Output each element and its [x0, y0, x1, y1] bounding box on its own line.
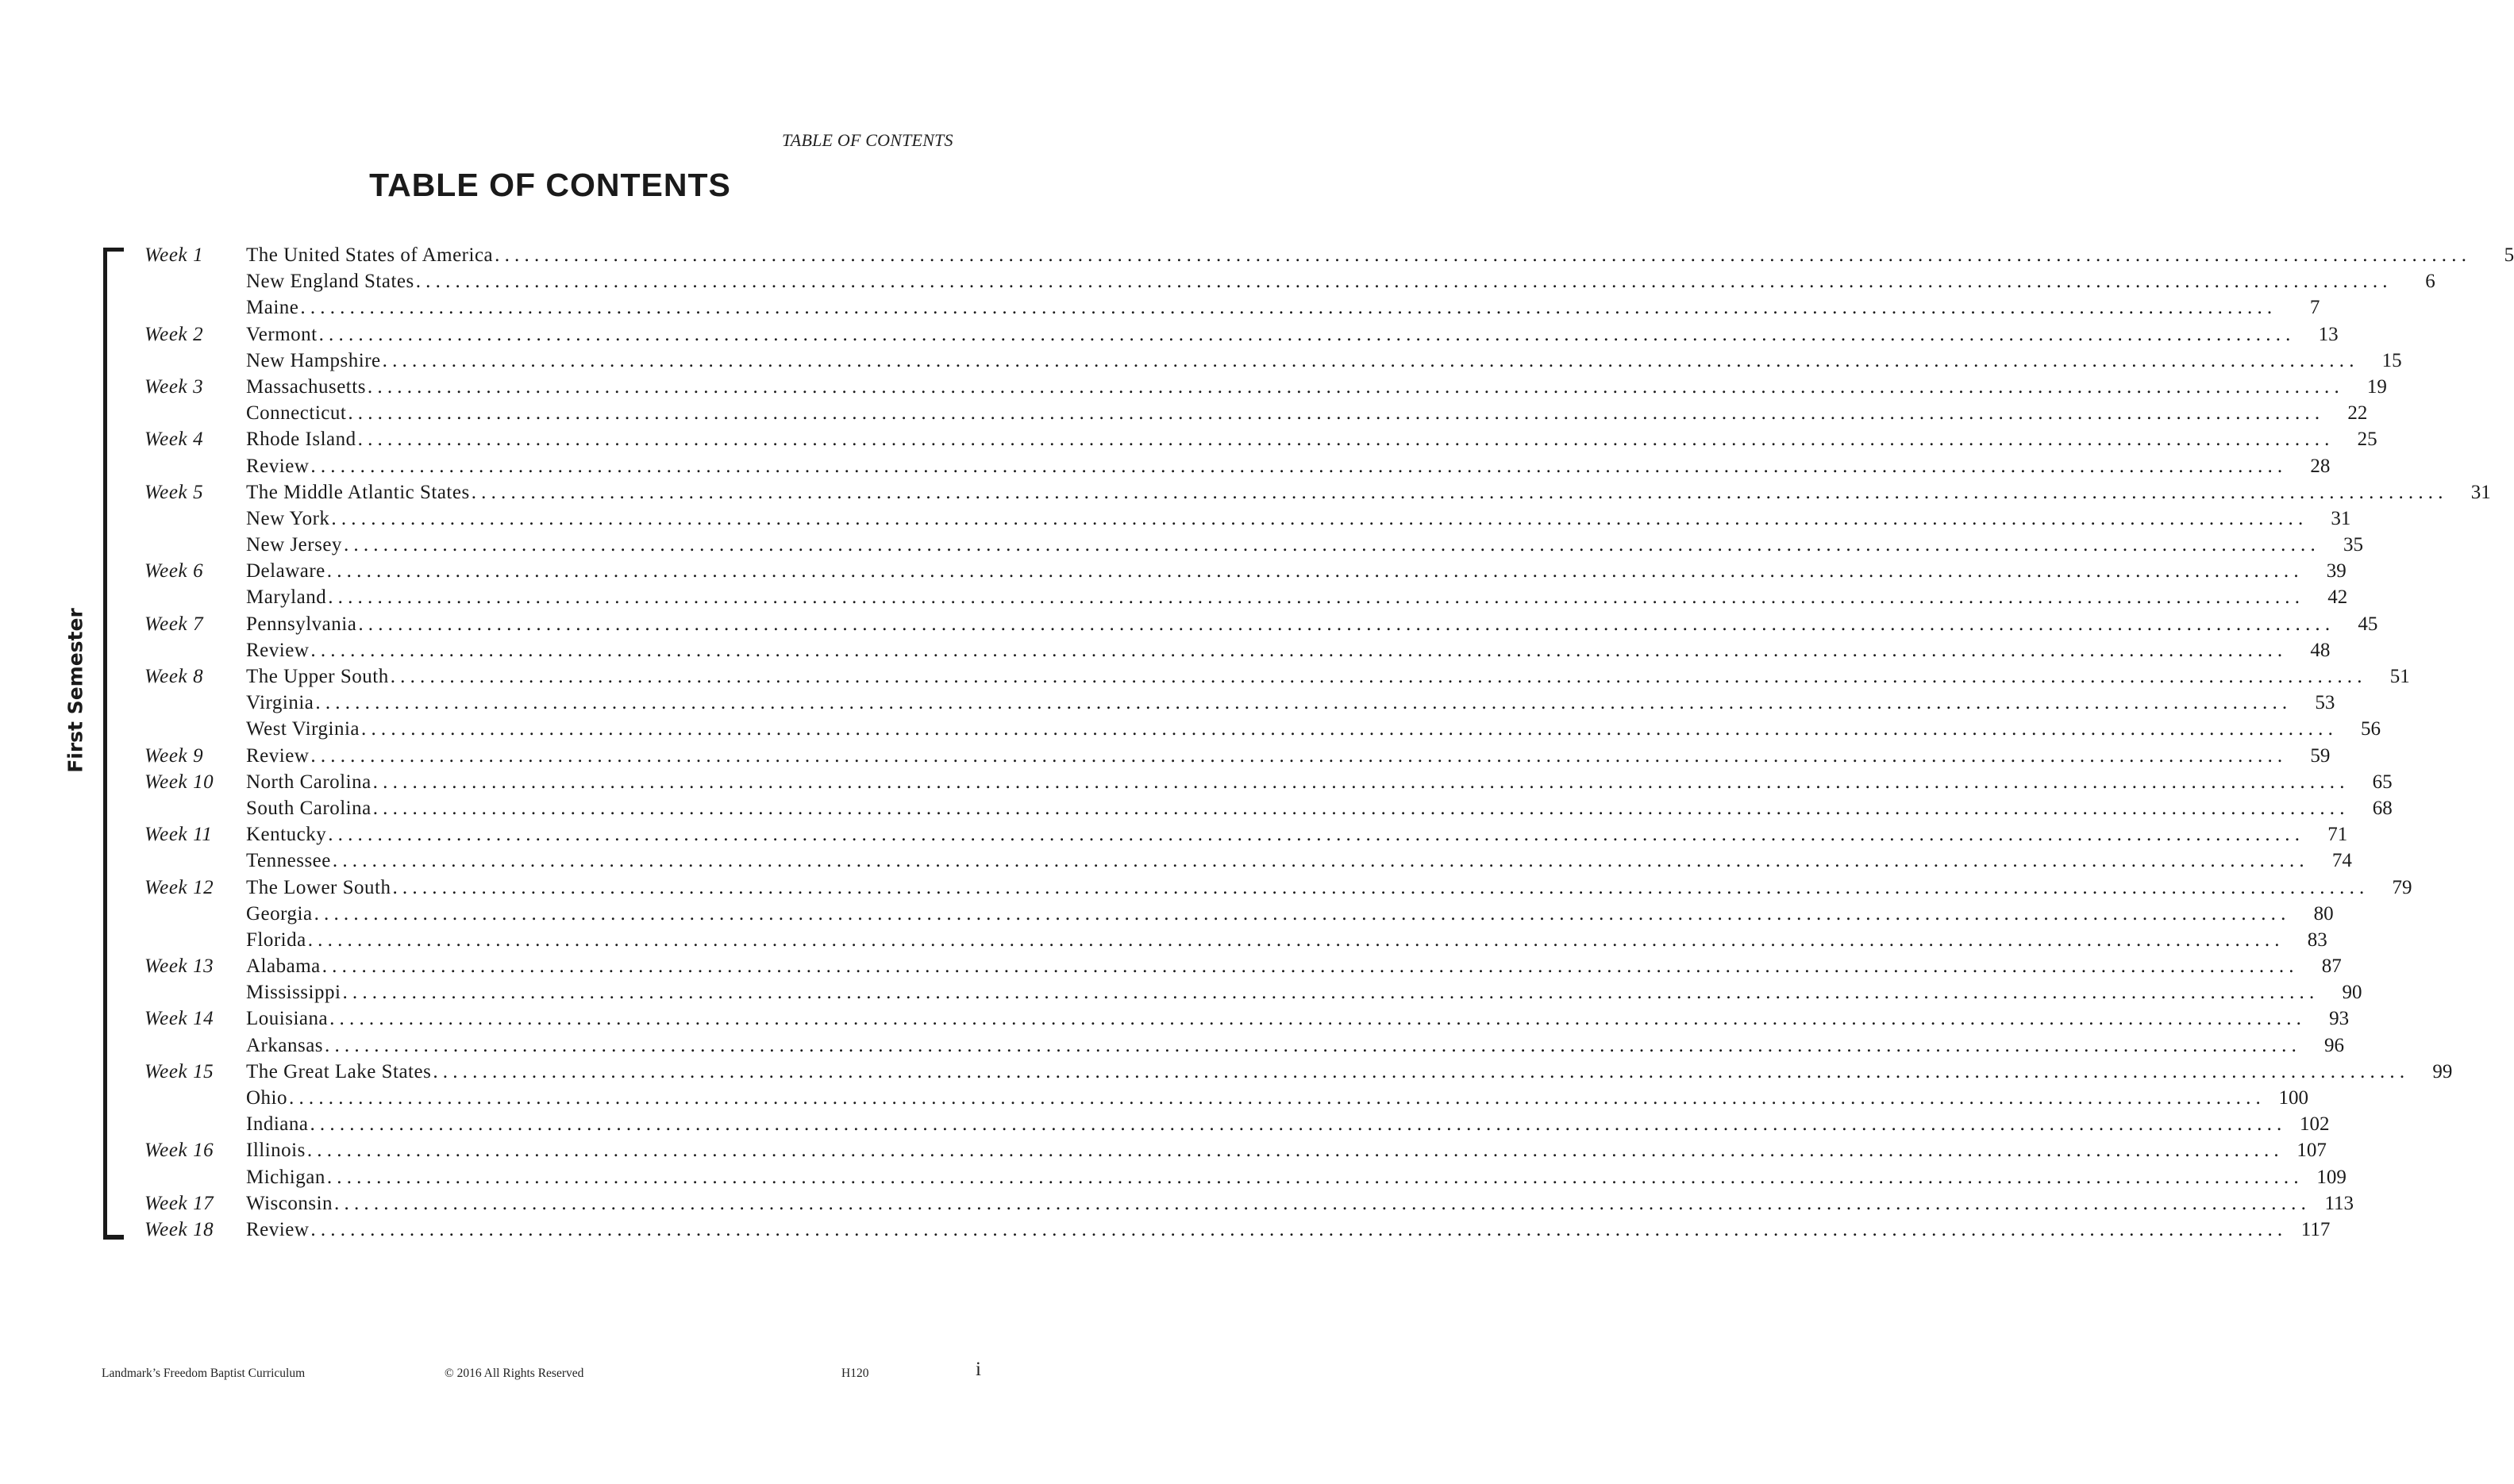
toc-page-number[interactable]: 90: [2342, 982, 2362, 1004]
dot-leader: ........................................................................................................................................................................................................: [342, 982, 2320, 1004]
toc-entry[interactable]: [144, 690, 2335, 716]
toc-page-number[interactable]: 25: [2357, 429, 2377, 451]
toc-entry-title[interactable]: South Carolina: [246, 797, 372, 819]
toc-entry-title[interactable]: New Jersey: [246, 534, 342, 556]
toc-entry-title[interactable]: Review: [246, 1218, 310, 1240]
toc-entry-title[interactable]: Mississippi: [246, 982, 341, 1004]
toc-entry[interactable]: [144, 1217, 2331, 1243]
toc-entry-title[interactable]: Wisconsin: [246, 1192, 333, 1214]
toc-entry[interactable]: [144, 1005, 2350, 1032]
toc-page-number[interactable]: 28: [2310, 455, 2331, 477]
toc-page-number[interactable]: 80: [2313, 902, 2334, 925]
toc-entry[interactable]: [144, 637, 2331, 663]
toc-entry[interactable]: [144, 953, 2342, 979]
footer-copyright: © 2016 All Rights Reserved: [445, 1367, 584, 1380]
toc-entry-title[interactable]: Alabama: [246, 955, 321, 978]
toc-page-number[interactable]: 19: [2366, 375, 2387, 398]
running-header: TABLE OF CONTENTS: [782, 130, 953, 150]
toc-entry[interactable]: [144, 611, 2378, 637]
dot-leader: ........................................................................................................................................................................................................: [495, 244, 2472, 266]
toc-entry-title[interactable]: Vermont: [246, 323, 318, 345]
toc-entry[interactable]: [144, 1085, 2308, 1111]
dot-leader: ........................................................................................................................................................................................................: [328, 824, 2305, 846]
toc-entry[interactable]: [144, 769, 2393, 795]
toc-entry-title[interactable]: Arkansas: [246, 1034, 324, 1056]
toc-page-number[interactable]: 99: [2432, 1060, 2453, 1082]
toc-page-number[interactable]: 51: [2389, 666, 2410, 687]
toc-week-label: Week 14: [144, 1008, 214, 1030]
toc-entry[interactable]: [144, 479, 2491, 506]
toc-entry-title[interactable]: Pennsylvania: [246, 613, 357, 635]
page-title: TABLE OF CONTENTS: [369, 167, 731, 203]
toc-entry-title[interactable]: The Lower South: [246, 876, 391, 898]
dot-leader: ........................................................................................................................................................................................................: [382, 349, 2359, 371]
dot-leader: ........................................................................................................................................................................................................: [315, 692, 2293, 714]
toc-week-label: Week 7: [144, 613, 204, 635]
dot-leader: ........................................................................................................................................................................................................: [357, 429, 2335, 451]
toc-page-number[interactable]: 65: [2372, 771, 2393, 793]
dot-leader: ........................................................................................................................................................................................................: [358, 613, 2335, 635]
footer-course-code: H120: [841, 1367, 869, 1380]
dot-leader: ........................................................................................................................................................................................................: [321, 955, 2299, 978]
toc-entry[interactable]: [144, 453, 2331, 479]
toc-entry-title[interactable]: Louisiana: [246, 1008, 329, 1030]
toc-week-label: Week 13: [144, 955, 214, 978]
toc-entry-title[interactable]: Delaware: [246, 560, 325, 582]
toc-page-number[interactable]: 39: [2326, 560, 2347, 582]
toc-week-label: Week 10: [144, 771, 214, 793]
toc-page-number[interactable]: 117: [2300, 1218, 2331, 1240]
toc-page-number[interactable]: 71: [2327, 824, 2348, 846]
dot-leader: ........................................................................................................................................................................................................: [328, 586, 2305, 609]
semester-bracket: [103, 248, 124, 1240]
toc-week-label: Week 6: [144, 560, 204, 582]
toc-entry[interactable]: [144, 743, 2331, 769]
toc-entry[interactable]: [144, 1137, 2327, 1163]
toc-page-number[interactable]: 87: [2321, 955, 2342, 978]
toc-page-number[interactable]: 74: [2331, 850, 2352, 872]
toc-entry-title[interactable]: Indiana: [246, 1113, 309, 1136]
toc-entry[interactable]: [144, 875, 2412, 901]
toc-page-number[interactable]: 6: [2425, 271, 2435, 293]
toc-week-label: Week 15: [144, 1060, 214, 1082]
toc-entry[interactable]: [144, 242, 2514, 268]
toc-page-number[interactable]: 42: [2327, 586, 2348, 609]
dot-leader: ........................................................................................................................................................................................................: [310, 744, 2288, 767]
toc-entry-title[interactable]: North Carolina: [246, 771, 372, 793]
toc-entry-title[interactable]: Review: [246, 455, 310, 477]
toc-entry-title[interactable]: The Great Lake States: [246, 1060, 432, 1082]
dot-leader: ........................................................................................................................................................................................................: [332, 850, 2309, 872]
toc-entry-title[interactable]: Review: [246, 744, 310, 767]
toc-week-label: Week 4: [144, 429, 204, 451]
toc-entry-title[interactable]: New York: [246, 507, 330, 529]
toc-entry-title[interactable]: Michigan: [246, 1166, 325, 1188]
footer-page-number: i: [976, 1359, 981, 1380]
dot-leader: ........................................................................................................................................................................................................: [392, 876, 2370, 898]
toc-entry[interactable]: [144, 348, 2402, 374]
dot-leader: ........................................................................................................................................................................................................: [334, 1192, 2312, 1214]
toc-page-number[interactable]: 96: [2324, 1034, 2345, 1056]
footer-publisher: Landmark’s Freedom Baptist Curriculum: [102, 1367, 306, 1380]
toc-entry[interactable]: [144, 795, 2393, 821]
dot-leader: ........................................................................................................................................................................................................: [325, 1034, 2302, 1056]
toc-entry-title[interactable]: Georgia: [246, 902, 313, 925]
toc-page-number[interactable]: 45: [2358, 613, 2378, 635]
toc-entry-title[interactable]: Massachusetts: [246, 375, 366, 398]
toc-page-number[interactable]: 53: [2315, 692, 2335, 714]
toc-page-number[interactable]: 113: [2324, 1192, 2354, 1214]
toc-entry-title[interactable]: Illinois: [246, 1140, 306, 1162]
dot-leader: ........................................................................................................................................................................................................: [310, 1113, 2287, 1136]
toc-entry[interactable]: [144, 268, 2435, 294]
dot-leader: ........................................................................................................................................................................................................: [318, 323, 2296, 345]
toc-list: [144, 242, 2514, 1243]
dot-leader: ........................................................................................................................................................................................................: [415, 271, 2393, 293]
toc-entry-title[interactable]: Maryland: [246, 586, 327, 609]
toc-entry[interactable]: [144, 979, 2362, 1005]
toc-entry-title[interactable]: Maine: [246, 297, 299, 319]
toc-entry[interactable]: [144, 584, 2348, 610]
toc-entry[interactable]: [144, 663, 2410, 690]
toc-entry-title[interactable]: Kentucky: [246, 824, 327, 846]
toc-page-number[interactable]: 79: [2392, 876, 2412, 898]
toc-week-label: Week 18: [144, 1218, 214, 1240]
toc-entry[interactable]: [144, 558, 2347, 584]
toc-entry-title[interactable]: The Upper South: [246, 666, 389, 687]
dot-leader: ........................................................................................................................................................................................................: [361, 718, 2339, 740]
toc-week-label: Week 3: [144, 375, 204, 398]
dot-leader: ........................................................................................................................................................................................................: [310, 1218, 2288, 1240]
toc-page-number[interactable]: 31: [2331, 507, 2351, 529]
toc-page-number[interactable]: 59: [2310, 744, 2331, 767]
toc-entry[interactable]: [144, 716, 2381, 742]
toc-entry[interactable]: [144, 294, 2320, 321]
toc-page-number[interactable]: 83: [2307, 928, 2327, 951]
toc-entry[interactable]: [144, 532, 2363, 558]
toc-week-label: Week 9: [144, 744, 204, 767]
dot-leader: ........................................................................................................................................................................................................: [343, 534, 2320, 556]
dot-leader: ........................................................................................................................................................................................................: [306, 1140, 2284, 1162]
toc-entry-title[interactable]: Connecticut: [246, 402, 347, 425]
toc-week-label: Week 1: [144, 244, 204, 266]
toc-entry[interactable]: [144, 400, 2368, 426]
dot-leader: ........................................................................................................................................................................................................: [300, 297, 2277, 319]
toc-week-label: Week 11: [144, 824, 213, 846]
toc-entry-title[interactable]: Virginia: [246, 692, 314, 714]
toc-entry-title[interactable]: Rhode Island: [246, 429, 356, 451]
toc-page-number[interactable]: 102: [2299, 1113, 2330, 1136]
dot-leader: ........................................................................................................................................................................................................: [307, 928, 2285, 951]
toc-entry[interactable]: [144, 1032, 2345, 1059]
toc-page-number[interactable]: 56: [2361, 718, 2381, 740]
dot-leader: ........................................................................................................................................................................................................: [329, 1008, 2307, 1030]
dot-leader: ........................................................................................................................................................................................................: [310, 455, 2288, 477]
toc-entry-title[interactable]: New Hampshire: [246, 349, 381, 371]
toc-page-number[interactable]: 107: [2296, 1140, 2327, 1162]
toc-entry-title[interactable]: The Middle Atlantic States: [246, 481, 470, 503]
dot-leader: ........................................................................................................................................................................................................: [348, 402, 2325, 425]
toc-entry[interactable]: [144, 1111, 2330, 1137]
dot-leader: ........................................................................................................................................................................................................: [310, 639, 2288, 661]
toc-entry[interactable]: [144, 374, 2387, 400]
toc-entry[interactable]: [144, 426, 2377, 452]
toc-page-number[interactable]: 48: [2310, 639, 2331, 661]
toc-page-number[interactable]: 35: [2343, 534, 2363, 556]
toc-entry-title[interactable]: Florida: [246, 928, 306, 951]
toc-page-number[interactable]: 7: [2309, 297, 2320, 319]
toc-page-number[interactable]: 68: [2372, 797, 2393, 819]
toc-entry-title[interactable]: West Virginia: [246, 718, 360, 740]
toc-page-number[interactable]: 15: [2381, 349, 2402, 371]
semester-label: First Semester: [64, 608, 87, 773]
toc-page-number[interactable]: 13: [2318, 323, 2339, 345]
toc-entry[interactable]: [144, 1190, 2354, 1217]
toc-page-number[interactable]: 93: [2329, 1008, 2350, 1030]
toc-entry[interactable]: [144, 1059, 2453, 1085]
toc-entry[interactable]: [144, 901, 2334, 927]
toc-entry[interactable]: [144, 927, 2327, 953]
toc-entry-title[interactable]: The United States of America: [246, 244, 494, 266]
toc-entry[interactable]: [144, 506, 2351, 532]
toc-entry-title[interactable]: Ohio: [246, 1087, 287, 1109]
dot-leader: ........................................................................................................................................................................................................: [331, 507, 2308, 529]
toc-entry[interactable]: [144, 848, 2352, 874]
toc-week-label: Week 16: [144, 1140, 214, 1162]
toc-page-number[interactable]: 100: [2278, 1087, 2308, 1109]
dot-leader: ........................................................................................................................................................................................................: [372, 797, 2350, 819]
toc-page-number[interactable]: 22: [2347, 402, 2368, 425]
dot-leader: ........................................................................................................................................................................................................: [326, 1166, 2304, 1188]
dot-leader: ........................................................................................................................................................................................................: [314, 902, 2291, 925]
toc-page-number[interactable]: 109: [2316, 1166, 2347, 1188]
dot-leader: ........................................................................................................................................................................................................: [326, 560, 2304, 582]
toc-entry-title[interactable]: Tennessee: [246, 850, 331, 872]
toc-week-label: Week 8: [144, 666, 204, 687]
toc-week-label: Week 5: [144, 481, 204, 503]
toc-entry[interactable]: [144, 1164, 2347, 1190]
dot-leader: ........................................................................................................................................................................................................: [433, 1060, 2410, 1082]
toc-entry-title[interactable]: Review: [246, 639, 310, 661]
toc-week-label: Week 12: [144, 876, 214, 898]
toc-page-number[interactable]: 31: [2470, 481, 2491, 503]
dot-leader: ........................................................................................................................................................................................................: [390, 666, 2367, 687]
toc-page-number[interactable]: 5: [2504, 244, 2514, 266]
dot-leader: ........................................................................................................................................................................................................: [367, 375, 2344, 398]
toc-entry-title[interactable]: New England States: [246, 271, 414, 293]
toc-week-label: Week 2: [144, 323, 204, 345]
dot-leader: ........................................................................................................................................................................................................: [471, 481, 2448, 503]
toc-entry[interactable]: [144, 321, 2339, 348]
dot-leader: ........................................................................................................................................................................................................: [289, 1087, 2266, 1109]
toc-entry[interactable]: [144, 821, 2348, 848]
dot-leader: ........................................................................................................................................................................................................: [372, 771, 2350, 793]
toc-week-label: Week 17: [144, 1192, 214, 1214]
